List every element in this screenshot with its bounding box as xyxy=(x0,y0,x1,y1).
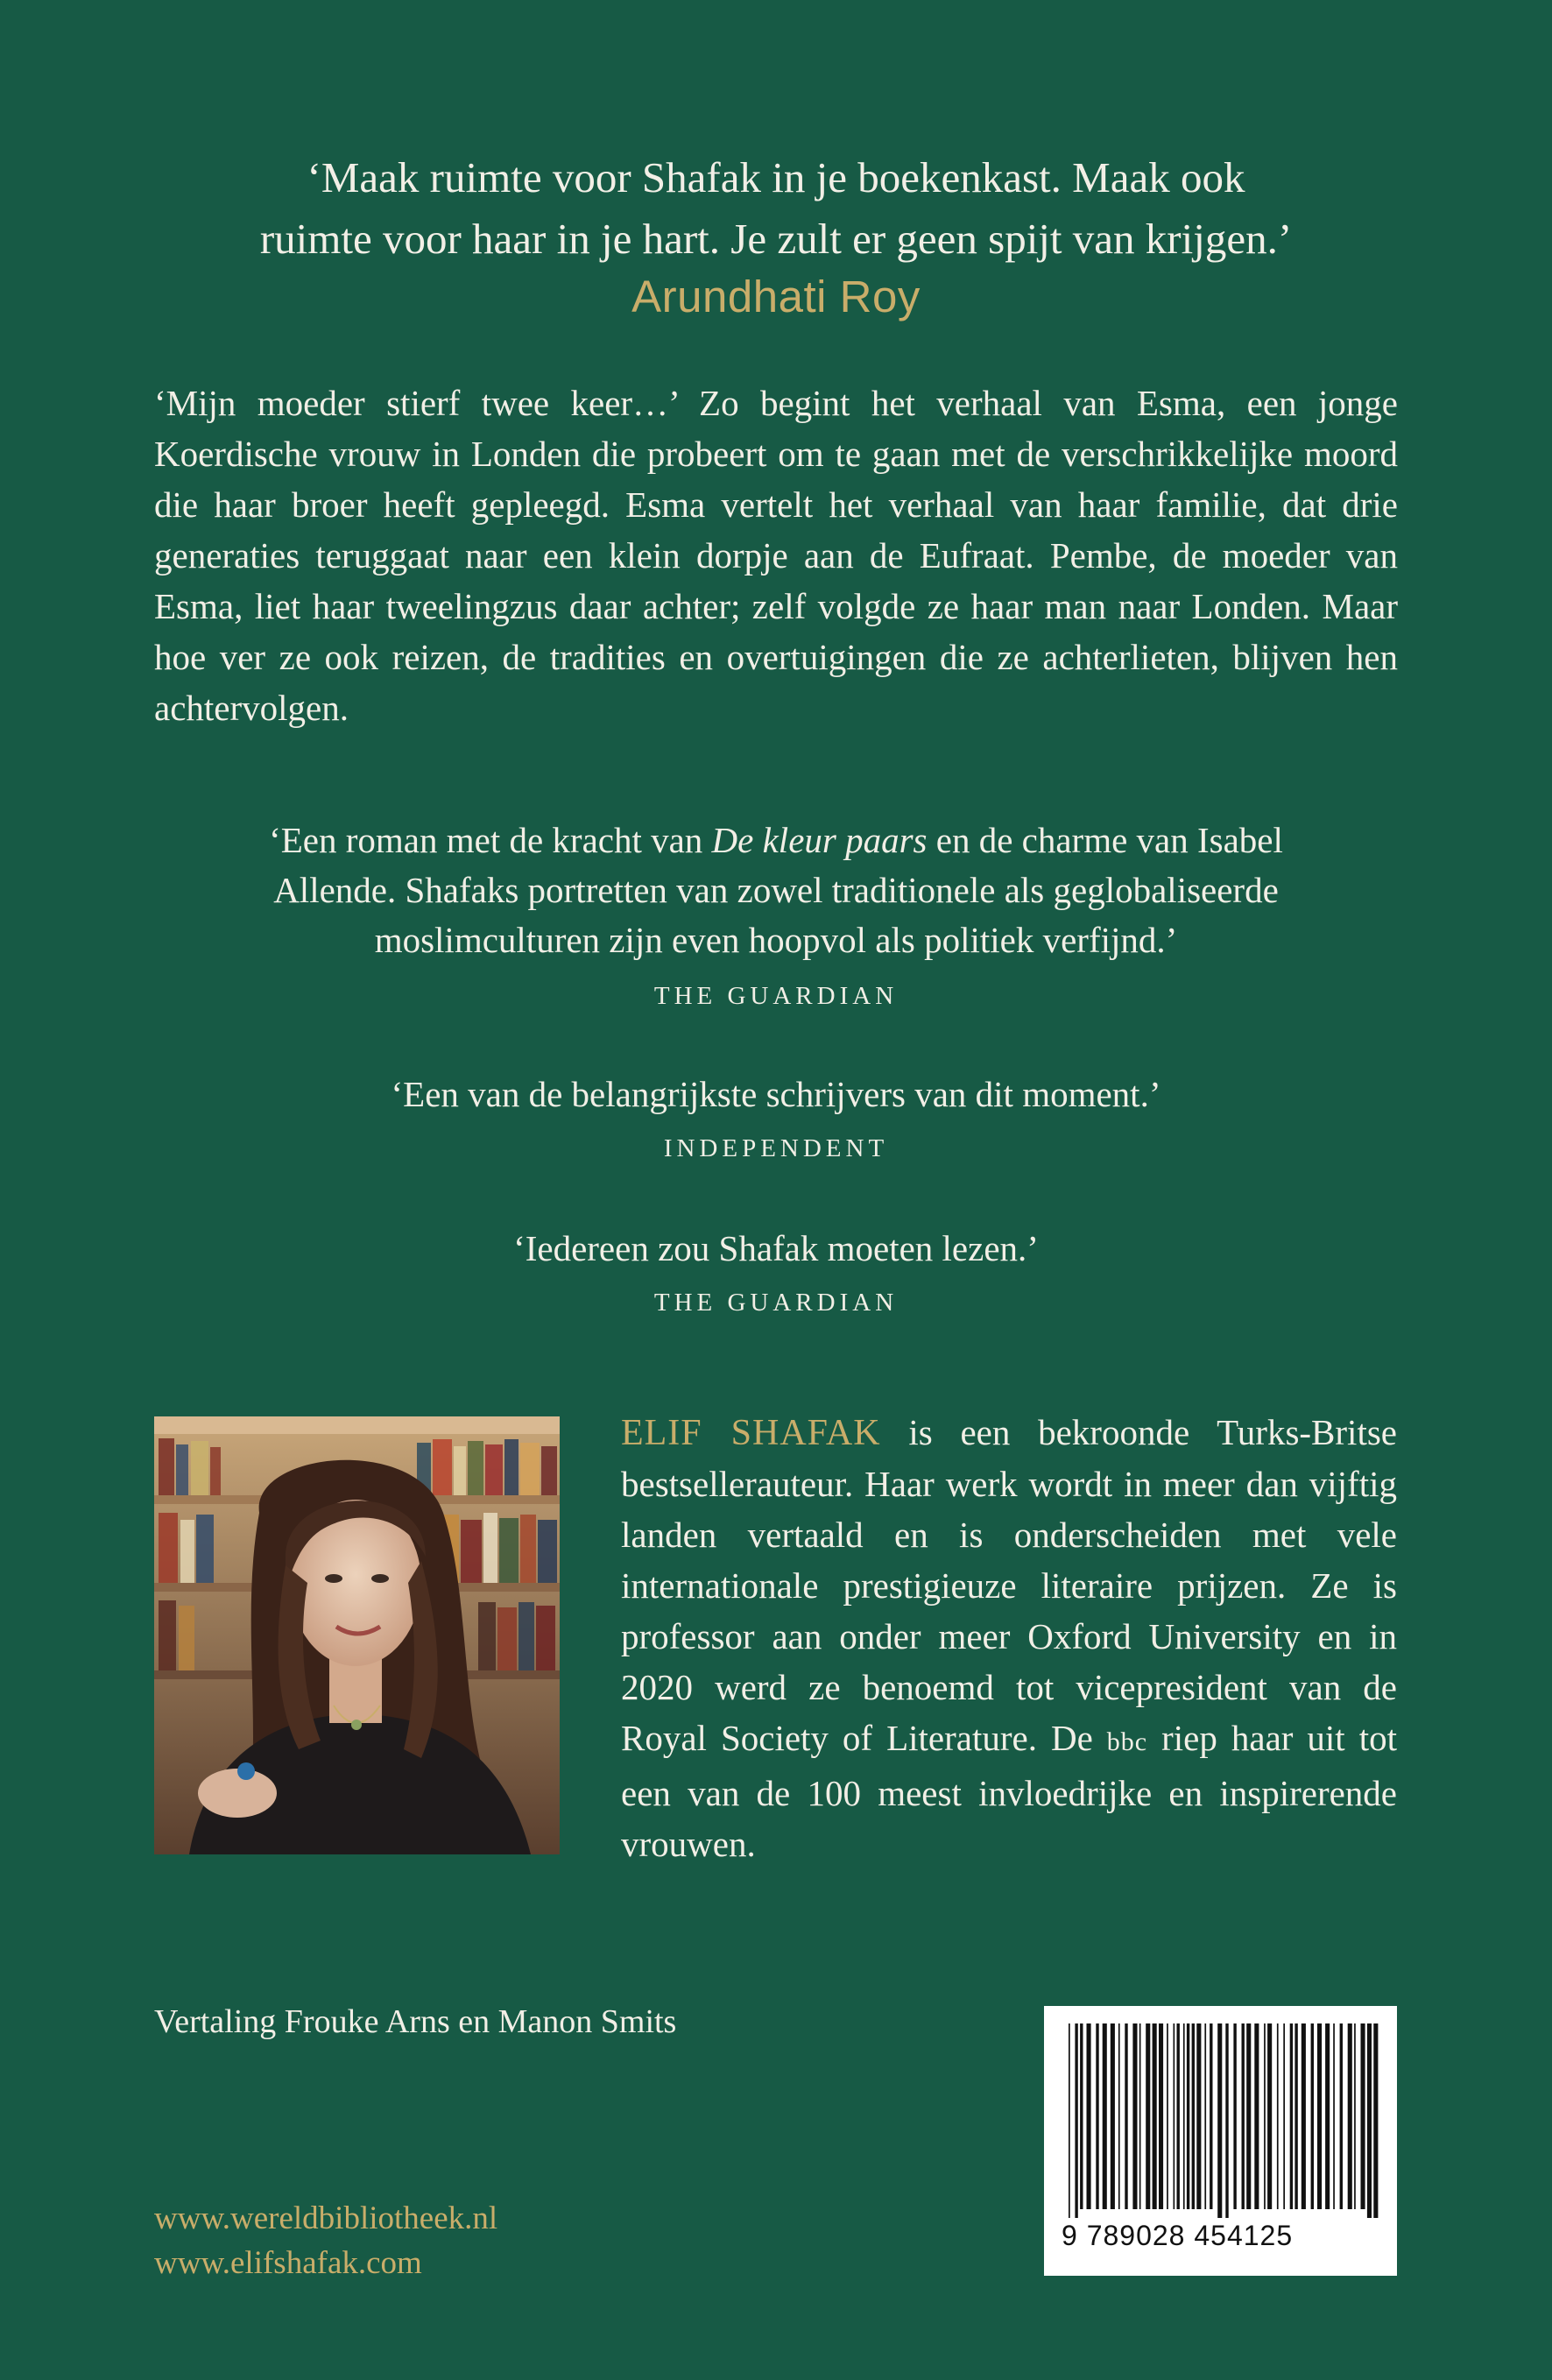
isbn-digits: 9 789028 454125 xyxy=(1062,2220,1294,2251)
review-quote-2: ‘Een van de belangrijkste schrijvers van dit moment.’ xyxy=(391,1074,1161,1114)
barcode-bar xyxy=(1196,2023,1201,2209)
barcode-bar xyxy=(1267,2023,1272,2209)
barcode-bar xyxy=(1174,2023,1175,2209)
review-1-line-3: moslimculturen zijn even hoopvol als politiek verfijnd.’ xyxy=(374,920,1178,960)
barcode-bar xyxy=(1254,2023,1259,2209)
barcode-bar xyxy=(1340,2023,1343,2209)
barcode-bar xyxy=(1187,2023,1189,2209)
barcode-bar xyxy=(1283,2023,1285,2209)
barcode-bar xyxy=(1153,2023,1157,2209)
barcode-bar xyxy=(1146,2023,1150,2209)
barcode-bar xyxy=(1302,2023,1306,2209)
publisher-url[interactable]: www.wereldbibliotheek.nl xyxy=(154,2200,498,2236)
barcode-bar xyxy=(1111,2023,1115,2209)
review-1-line-1: ‘Een roman met de kracht van De kleur paars en de charme van Isabel xyxy=(269,820,1283,860)
author-bio: ELIF SHAFAK is een bekroonde Turks-Britse bestsellerauteur. Haar werk wordt in meer dan vijftig landen vertaald en is onderscheiden met vele internationale prestigieuze literaire prijzen. Ze is professor aan onder meer Oxford University en in 2020 werd ze benoemd tot vicepresident van de Royal Society of Literature. De bbc riep haar uit tot een van de 100 meest invloedrijke en inspirerende vrouwen. xyxy=(621,1412,1397,1864)
review-quote-1 xyxy=(131,816,1421,965)
review-source-3: THE GUARDIAN xyxy=(653,1289,899,1317)
barcode-bar xyxy=(1361,2023,1365,2209)
barcode-bar xyxy=(1264,2023,1266,2209)
barcode-bar xyxy=(1333,2023,1335,2209)
top-quote xyxy=(131,147,1421,270)
top-quote-attribution: Arundhati Roy xyxy=(631,272,921,321)
barcode-bar xyxy=(1277,2023,1279,2209)
barcode-bar xyxy=(1210,2023,1212,2209)
synopsis: ‘Mijn moeder stierf twee keer…’ Zo begint het verhaal van Esma, een jonge Koerdische vrouw in Londen die probeert om te gaan met de verschrikkelijke moord die haar broer heeft gepleegd. Esma vertelt het verhaal van haar familie, dat drie generaties teruggaat naar een klein dorpje aan de Eufraat. Pembe, de moeder van Esma, liet haar tweelingzus daar achter; zelf volgde ze haar man naar Londen. Maar hoe ver ze ook reizen, de tradities en overtuigingen die ze achterlieten, blijven hen achtervolgen. xyxy=(154,383,1398,728)
barcode-bar xyxy=(1087,2023,1091,2209)
barcode-bar xyxy=(1118,2023,1120,2209)
barcode-bar xyxy=(1317,2023,1322,2209)
isbn-barcode xyxy=(1044,2006,1397,2276)
top-quote-line-2: ruimte voor haar in je hart. Je zult er geen spijt van krijgen.’ xyxy=(259,215,1293,263)
barcode-bar xyxy=(1177,2023,1180,2209)
barcode-bar xyxy=(1246,2023,1251,2209)
barcode-bar xyxy=(1159,2023,1163,2209)
review-quote-3: ‘Iedereen zou Shafak moeten lezen.’ xyxy=(513,1228,1039,1268)
barcode-bar xyxy=(1096,2023,1098,2209)
review-source-1: THE GUARDIAN xyxy=(653,982,899,1010)
barcode-bar xyxy=(1192,2023,1195,2209)
barcode-bar xyxy=(1217,2023,1222,2218)
barcode-bar xyxy=(1325,2023,1330,2209)
review-source-2: INDEPENDENT xyxy=(663,1134,889,1162)
barcode-bar xyxy=(1069,2023,1070,2218)
barcode-bar xyxy=(1075,2023,1077,2218)
barcode-bar xyxy=(1373,2023,1378,2218)
barcode-bar xyxy=(1290,2023,1293,2209)
barcode-bar xyxy=(1167,2023,1168,2209)
author-photo xyxy=(154,1416,560,1854)
barcode-bar xyxy=(1225,2023,1228,2218)
barcode-bar xyxy=(1103,2023,1107,2209)
barcode-bar xyxy=(1183,2023,1185,2209)
barcode-bar xyxy=(1204,2023,1206,2209)
barcode-bar xyxy=(1367,2023,1372,2218)
author-portrait-illustration xyxy=(154,1416,560,1854)
author-name: ELIF SHAFAK xyxy=(621,1413,881,1453)
barcode-bar xyxy=(1242,2023,1245,2209)
barcode-bar xyxy=(1354,2023,1356,2209)
barcode-bar xyxy=(1125,2023,1127,2209)
barcode-bar xyxy=(1348,2023,1352,2209)
translator-credit: Vertaling Frouke Arns en Manon Smits xyxy=(154,2003,677,2040)
review-1-book-title: De kleur paars xyxy=(711,820,928,860)
author-url[interactable]: www.elifshafak.com xyxy=(154,2245,422,2281)
barcode-bar xyxy=(1311,2023,1314,2209)
barcode-bar xyxy=(1139,2023,1141,2209)
barcode-bar xyxy=(1080,2023,1083,2209)
barcode-bar xyxy=(1132,2023,1137,2209)
barcode-bars xyxy=(1044,2006,1397,2221)
top-quote-line-1: ‘Maak ruimte voor Shafak in je boekenkast. Maak ook xyxy=(307,153,1245,201)
review-1-line-2: Allende. Shafaks portretten van zowel traditionele als geglobaliseerde xyxy=(273,870,1279,910)
barcode-bar xyxy=(1233,2023,1236,2209)
barcode-bar xyxy=(1295,2023,1297,2209)
